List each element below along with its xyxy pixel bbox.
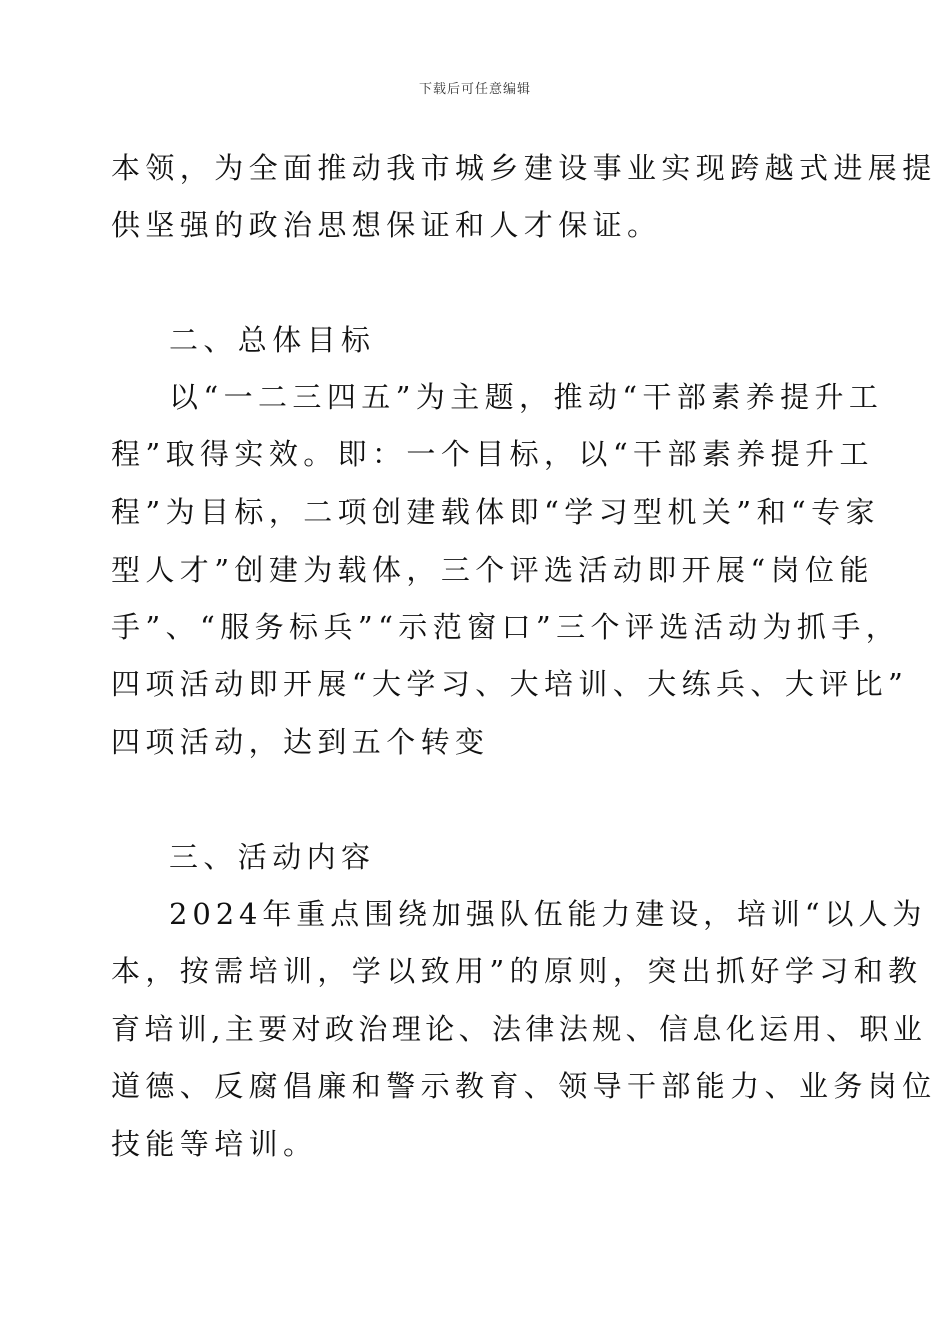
paragraph-line: 技能等培训。 [111,1127,318,1161]
paragraph-line: 供坚强的政治思想保证和人才保证。 [111,208,662,242]
paragraph-line: 本领，为全面推动我市城乡建设事业实现跨越式进展提 [111,151,937,185]
paragraph-line: 本，按需培训，学以致用”的原则，突出抓好学习和教 [111,954,923,988]
page-header-note: 下载后可任意编辑 [418,82,531,97]
section-heading: 三、活动内容 [169,840,376,874]
paragraph-line: 四项活动，达到五个转变 [111,725,490,759]
paragraph-line: 育培训,主要对政治理论、法律法规、信息化运用、职业 [111,1012,927,1046]
paragraph-line: 四项活动即开展“大学习、大培训、大练兵、大评比” [111,667,909,701]
paragraph-line: 2024年重点围绕加强队伍能力建设，培训“以人为 [169,897,927,931]
paragraph-line: 型人才”创建为载体，三个评选活动即开展“岗位能 [111,553,874,587]
paragraph-line: 道德、反腐倡廉和警示教育、领导干部能力、业务岗位 [111,1069,937,1103]
paragraph-line: 手”、“服务标兵”“示范窗口”三个评选活动为抓手， [111,610,901,644]
paragraph-line: 程”为目标，二项创建载体即“学习型机关”和“专家 [111,495,880,529]
paragraph-line: 以“一二三四五”为主题，推动“干部素养提升工 [169,380,884,414]
paragraph-line: 程”取得实效。即：一个目标，以“干部素养提升工 [111,437,874,471]
section-heading: 二、总体目标 [169,323,376,357]
